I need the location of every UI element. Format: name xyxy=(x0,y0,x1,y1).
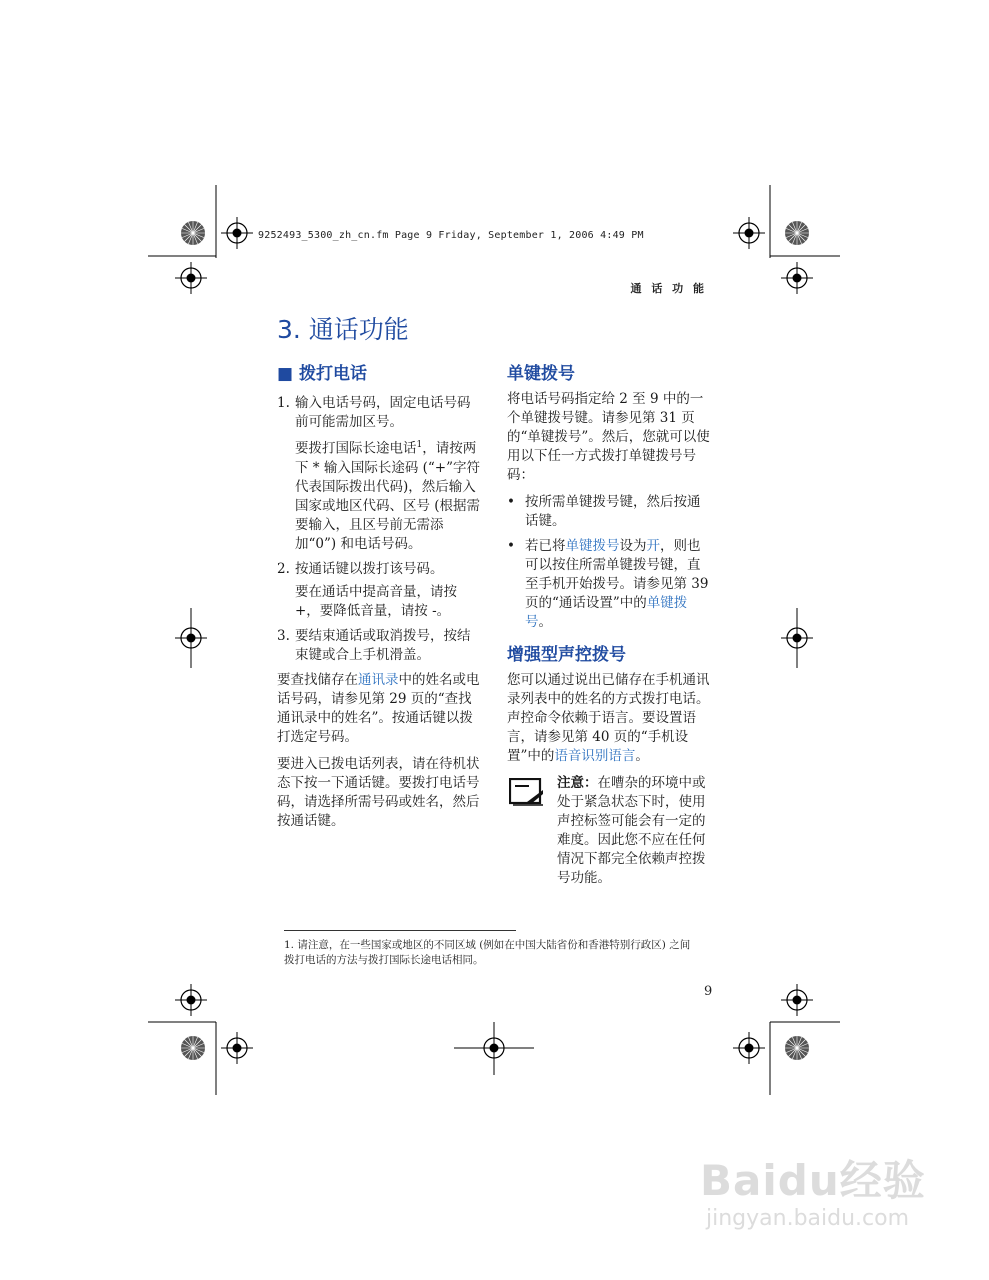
paragraph-dialed-list: 要进入已拨电话列表，请在待机状态下按一下通话键。要拨打电话号码，请选择所需号码或姓名，然后按通话键。 xyxy=(277,755,480,829)
step-subtext xyxy=(295,436,482,554)
list-item xyxy=(507,493,712,531)
step-number: 2. xyxy=(277,560,290,577)
note-label: 注意： xyxy=(557,775,598,791)
bullet-text: 。 xyxy=(538,614,552,630)
step-subtext: 要在通话中提高音量，请按 +，要降低音量，请按 -。 xyxy=(295,583,457,619)
bullet-text: ，则也可以按住所需单键拨号键，直至手机开始拨号。请参见第 39 页的“通话设置”中的 xyxy=(525,538,709,611)
section-title-make-call: ■ 拨打电话 xyxy=(277,364,367,384)
speed-dial-intro: 将电话号码指定给 2 至 9 中的一个单键拨号键。请参见第 31 页的“单键拨号”。然后，您就可以使用以下任一方式拨打单键拨号号码： xyxy=(507,391,710,483)
footnote-ref[interactable]: 1 xyxy=(416,440,423,450)
bullet-text: 设为 xyxy=(619,538,647,554)
bullet-text: 若已将 xyxy=(525,538,566,554)
call-steps-list xyxy=(277,394,482,665)
voice-dial-paragraph xyxy=(507,671,712,766)
speed-dial-link[interactable]: 单键拨号 xyxy=(565,538,620,554)
footnote-rule xyxy=(284,930,516,931)
text-part: 要查找储存在 xyxy=(277,671,358,688)
footnote xyxy=(284,938,694,968)
step-text: 按通话键以拨打该号码。 xyxy=(295,560,444,577)
running-head: 通 话 功 能 xyxy=(630,282,707,295)
section-title-voice-dial: 增强型声控拨号 xyxy=(507,645,626,665)
note-icon xyxy=(509,778,545,808)
text-part: 。 xyxy=(635,748,649,764)
footnote-text: 请注意，在一些国家或地区的不同区域 (例如在中国大陆省份和香港特别行政区) 之间拨打电话的方法与拨打国际长途电话相同。 xyxy=(284,939,691,966)
page-number: 9 xyxy=(704,984,713,999)
right-column xyxy=(507,365,712,888)
slug-line: 9252493_5300_zh_cn.fm Page 9 Friday, September 1, 2006 4:49 PM xyxy=(258,230,644,241)
step-text: 输入电话号码，固定电话号码前可能需加区号。 xyxy=(295,395,471,430)
footnote-number: 1. xyxy=(284,939,295,951)
paragraph-contacts xyxy=(277,671,482,747)
list-item xyxy=(277,627,482,665)
watermark-url: jingyan.baidu.com xyxy=(706,1206,910,1231)
left-column xyxy=(277,365,482,839)
text-part: 您可以通过说出已储存在手机通讯录列表中的姓名的方式拨打电话。声控命令依赖于语言。要设置语言，请参见第 40 页的“手机设置”中的 xyxy=(507,672,710,764)
note-box xyxy=(507,774,712,888)
step-number: 1. xyxy=(277,395,290,411)
list-item xyxy=(277,560,482,621)
list-item xyxy=(507,537,712,632)
section-title-speed-dial: 单键拨号 xyxy=(507,364,575,384)
speed-dial-link[interactable]: 单键拨号 xyxy=(525,595,688,630)
watermark-logo: Baidu经验 xyxy=(700,1156,926,1205)
bullet-text: 按所需单键拨号键，然后按通话键。 xyxy=(525,494,701,529)
voice-language-link[interactable]: 语音识别语言 xyxy=(554,748,636,764)
subtext-part: ，请按两下 * 输入国际长途码 (“+”字符代表国际拨出代码)，然后输入国家或地区代码、区号 (根据需要输入，且区号前无需添加“0”) 和电话号码。 xyxy=(295,440,481,552)
contacts-link[interactable]: 通讯录 xyxy=(358,671,399,688)
step-number: 3. xyxy=(277,627,290,644)
subtext-part: 要拨打国际长途电话 xyxy=(295,440,417,457)
bullet-icon: • xyxy=(507,494,515,510)
text-part: 中的姓名或电话号码，请参见第 29 页的“查找通讯录中的姓名”。按通话键以拨打选定号码。 xyxy=(277,671,480,745)
bullet-icon: • xyxy=(507,538,515,554)
on-link[interactable]: 开 xyxy=(646,538,660,554)
list-item xyxy=(277,394,482,554)
speed-dial-list xyxy=(507,493,712,632)
watermark xyxy=(700,1148,940,1243)
note-text: 在嘈杂的环境中或处于紧急状态下时，使用声控标签可能会有一定的难度。因此您不应在任何情况下都完全依赖声控拨号功能。 xyxy=(557,775,706,886)
step-text: 要结束通话或取消拨号，按结束键或合上手机滑盖。 xyxy=(295,627,471,663)
chapter-title: 3. 通话功能 xyxy=(277,315,409,344)
